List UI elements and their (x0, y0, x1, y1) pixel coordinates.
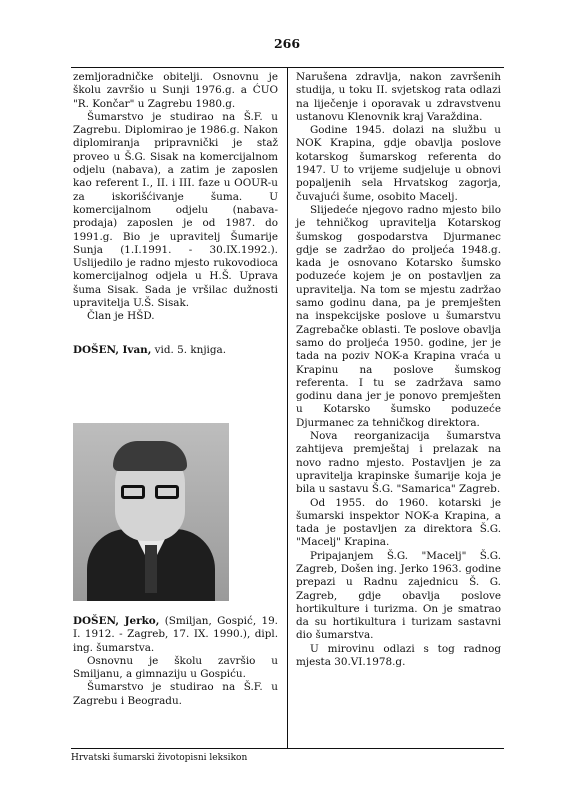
paragraph: Nova reorganizacija šumarstva zahtijeva premještaj i prelazak na novo radno mjesto. Postavljen je za upravitelja krapinske šumarije koja je bila u sastavu Š.G. "Samarica" Zagreb. (296, 430, 501, 496)
column-separator (287, 68, 288, 748)
entry-dosen-jerko (73, 615, 278, 655)
entry-text: vid. 5. knjiga. (151, 343, 227, 356)
paragraph: Slijedeće njegovo radno mjesto bilo je tehničkog upravitelja Kotarskog šumskog gospodarstva Djurmanec gdje se zadržao do proljeća 1948.g. kada je osnovano Kotarsko šumsko poduzeće kojem je on postavljen za upravitelja. Na tom se mjestu zadržao samo godinu dana, pa je premješten na inspekcijske poslove u šumarstvu Zagrebačke oblasti. Te poslove obavlja samo do proljeća 1950. godine, jer je tada na poziv NOK-a Krapina vraća u Krapinu na poslove šumskog referenta. I tu se zadržava samo godinu dana jer je ponovo premješten u Kotarsko šumsko poduzeće Djurmanec za tehničkog direktora. (296, 203, 501, 429)
continuation-text: zemljoradničke obitelji. Osnovnu je školu završio u Sunji 1976.g. a ĆUO "R. Končar" u Zagrebu 1980.g. (73, 71, 278, 110)
entry-text: (Smiljan, Gospić, 19. I. 1912. - Zagreb, 17. IX. 1990.), dipl. ing. šumarstva. (73, 614, 278, 654)
paragraph: Osnovnu je školu završio u Smiljanu, a gimnaziju u Gospiću. (73, 654, 278, 681)
entry-dosen-ivan (73, 344, 278, 357)
footer-text: Hrvatski šumarski životopisni leksikon (71, 753, 248, 763)
paragraph: Godine 1945. dolazi na službu u NOK Krapina, gdje obavlja poslove kotarskog šumarskog referenta do 1947. U to vrijeme sudjeluje u obnovi popaljenih sela Hrvatskog zagorja, čuvajući šume, osobito Macelj. (296, 124, 501, 203)
bottom-rule (71, 748, 504, 749)
entry-name: DOŠEN, Ivan, (73, 343, 152, 356)
paragraph: Od 1955. do 1960. kotarski je šumarski inspektor NOK-a Krapina, a tada je postavljen za direktora Š.G. "Macelj" Krapina. (296, 496, 501, 549)
right-column (296, 71, 501, 669)
page-number: 266 (273, 36, 301, 51)
membership-line: Član je HŠD. (87, 310, 155, 323)
paragraph: Šumarstvo je studirao na Š.F. u Zagrebu. Diplomirao je 1986.g. Nakon diplomiranja pripravnički je staž proveo u Š.G. Sisak na komercijalnom odjelu (nabava), a zatim je zaposlen kao referent I., II. i III. faze u OOUR-u za iskorišćivanje šuma. U komercijalnom odjelu (nabava-prodaja) zaposlen je od 1987. do 1991.g. Bio je upravitelj Šumarije Sunja (1.I.1991. - 30.IX.1992.). Uslijedilo je radno mjesto rukovodioca komercijalnog odjela u H.Š. Uprava šuma Sisak. Sada je vršilac dužnosti upravitelja U.Š. Sisak. (73, 110, 278, 310)
paragraph: Pripajanjem Š.G. "Macelj" Š.G. Zagreb, Došen ing. Jerko 1963. godine prepazi u Radnu zajednicu Š. G. Zagreb, gdje obavlja poslove hortikulture i turizma. On je smatrao da su hortikultura i turizam sastavni dio šumarstva. (296, 549, 501, 642)
paragraph: U mirovinu odlazi s tog radnog mjesta 30.VI.1978.g. (296, 642, 501, 669)
entry-name: DOŠEN, Jerko, (73, 614, 160, 627)
paragraph: Šumarstvo je studirao na Š.F. u Zagrebu i Beogradu. (73, 681, 278, 707)
paragraph: Narušena zdravlja, nakon završenih studija, u toku II. svjetskog rata odlazi na liječenje i oporavak u zdravstvenu ustanovu Klenovnik kraj Varaždina. (296, 71, 501, 123)
left-column (73, 71, 278, 708)
portrait-photo (73, 423, 229, 601)
